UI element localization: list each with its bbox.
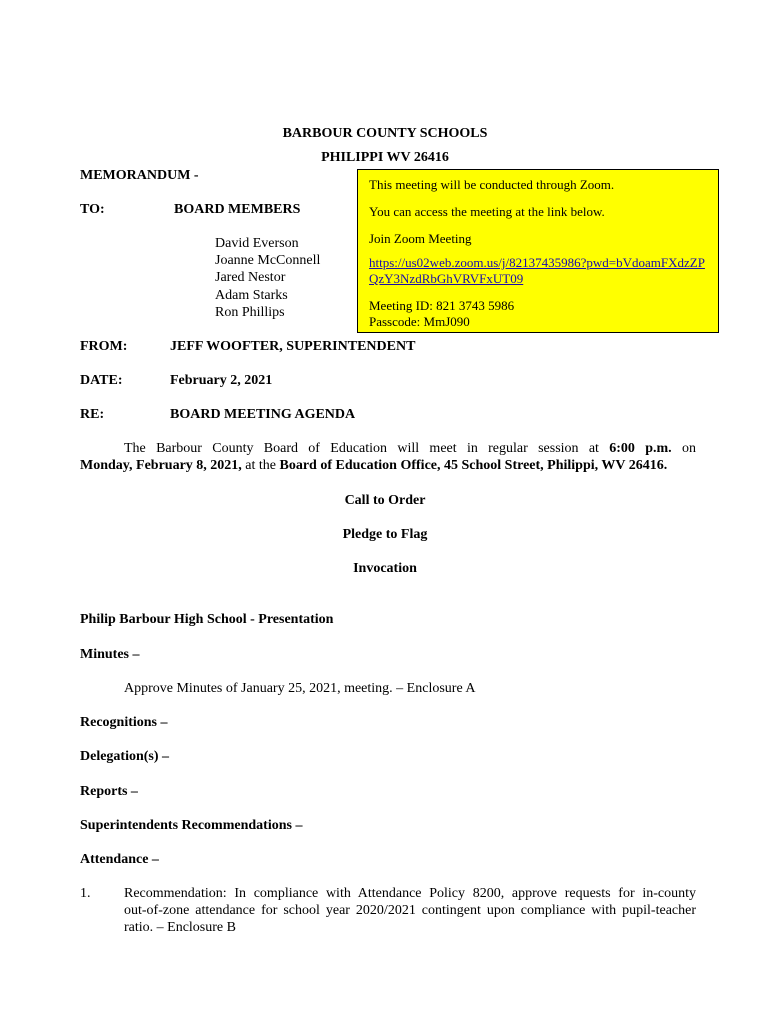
to-value: BOARD MEMBERS — [174, 202, 301, 217]
from-label: FROM: — [80, 339, 128, 354]
zoom-line-2: You can access the meeting at the link below. — [369, 204, 605, 219]
zoom-line-1: This meeting will be conducted through Zoom. — [369, 177, 615, 192]
superintendent-heading: Superintendents Recommendations – — [80, 818, 303, 833]
passcode: Passcode: MmJ090 — [369, 314, 470, 329]
minutes-item: Approve Minutes of January 25, 2021, meeting. – Enclosure A — [124, 681, 476, 696]
call-to-order: Call to Order — [344, 493, 426, 508]
delegations-heading: Delegation(s) – — [80, 749, 170, 764]
minutes-heading: Minutes – — [80, 647, 140, 662]
board-member: Adam Starks — [215, 288, 288, 303]
board-member: David Everson — [215, 236, 299, 251]
recommendation-line-3: ratio. – Enclosure B — [124, 920, 236, 935]
date-value: February 2, 2021 — [170, 373, 273, 388]
zoom-meeting-link[interactable]: https://us02web.zoom.us/j/82137435986?pwd=bVdoamFXdzZP — [369, 255, 705, 270]
from-value: JEFF WOOFTER, SUPERINTENDENT — [170, 339, 416, 354]
board-member: Jared Nestor — [215, 270, 286, 285]
recommendation-number: 1. — [80, 886, 91, 901]
attendance-heading: Attendance – — [80, 852, 159, 867]
pledge-to-flag: Pledge to Flag — [342, 527, 428, 542]
meeting-id: Meeting ID: 821 3743 5986 — [369, 298, 515, 313]
zoom-meeting-link-cont[interactable]: QzY3NzdRbGhVRVFxUT09 — [369, 271, 524, 286]
re-label: RE: — [80, 407, 105, 422]
board-member: Joanne McConnell — [215, 253, 321, 268]
recommendation-line-1: Recommendation: In compliance with Attendance Policy 8200, approve requests for in-county — [124, 886, 696, 901]
recommendation-line-2: out-of-zone attendance for school year 2020/2021 contingent upon compliance with pupil-teacher — [124, 903, 696, 918]
intro-line-2: Monday, February 8, 2021, at the Board of Education Office, 45 School Street, Philippi, WV 26416. — [80, 458, 668, 473]
intro-line-1: The Barbour County Board of Education will meet in regular session at 6:00 p.m. on — [124, 441, 696, 456]
date-label: DATE: — [80, 373, 123, 388]
org-location: PHILIPPI WV 26416 — [321, 150, 449, 165]
memo-label: MEMORANDUM - — [80, 168, 199, 183]
invocation: Invocation — [353, 561, 417, 576]
join-zoom-label: Join Zoom Meeting — [369, 231, 472, 246]
org-title: BARBOUR COUNTY SCHOOLS — [282, 126, 488, 141]
presentation-heading: Philip Barbour High School - Presentation — [80, 612, 334, 627]
recognitions-heading: Recognitions – — [80, 715, 168, 730]
board-member: Ron Phillips — [215, 305, 285, 320]
to-label: TO: — [80, 202, 105, 217]
re-value: BOARD MEETING AGENDA — [170, 407, 356, 422]
zoom-info-box — [357, 169, 719, 333]
reports-heading: Reports – — [80, 784, 138, 799]
